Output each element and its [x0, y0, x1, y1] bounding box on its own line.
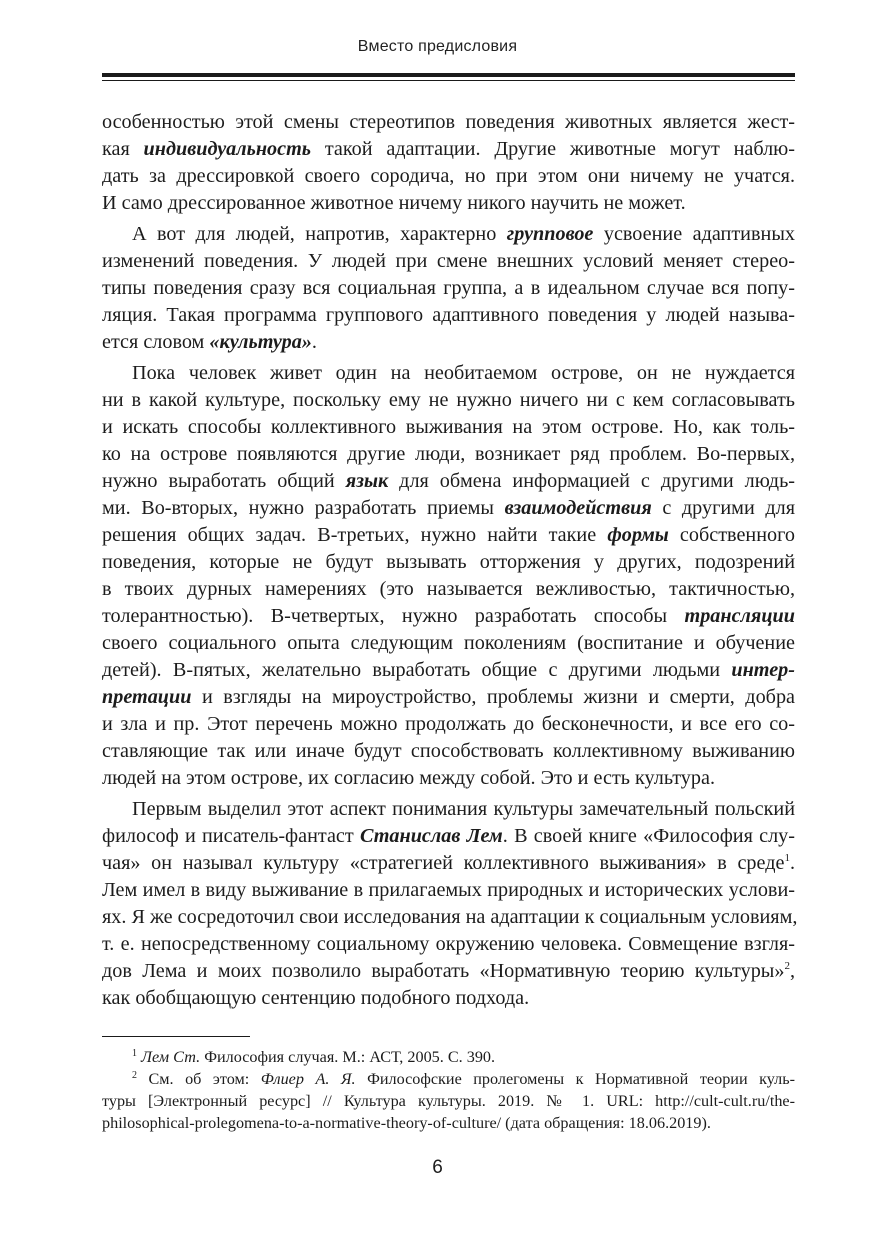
text-line: своего социального опыта следующим поколениям (воспитание и обучение: [102, 632, 795, 654]
page-number: 6: [432, 1157, 443, 1178]
text-line: как обобщающую сентенцию подобного подхода.: [102, 987, 530, 1009]
emphasized-term: индивидуальность: [143, 138, 312, 160]
emphasized-term: формы: [607, 524, 669, 546]
text-line: дов Лема и моих позволило выработать «Нормативную теорию культуры»$^2$,: [102, 960, 795, 982]
footnote-marker: 1: [784, 852, 790, 864]
text-line: ни в какой культуре, поскольку ему не нужно ничего ни с кем согласовывать: [102, 389, 795, 411]
text-line: Лем имел в виду выживание в прилагаемых природных и исторических услови-: [102, 879, 795, 901]
footnote-marker: 2: [132, 1070, 137, 1081]
text-line: А вот для людей, напротив, характерно групповое усвоение адаптивных: [132, 223, 795, 245]
text-line: Первым выделил этот аспект понимания культуры замечательный польский: [132, 798, 795, 820]
running-header: Вместо предисловия: [357, 38, 518, 55]
text-line: и искать способы коллективного выживания на этом острове. Но, как толь-: [102, 416, 795, 438]
text-line: ется словом «культура».: [102, 331, 317, 353]
emphasized-term: трансляции: [684, 605, 795, 627]
footnotes: [102, 1046, 795, 1134]
text-line: ставляющие так или иначе будут способствовать коллективному выживанию: [102, 740, 795, 762]
text-line: изменений поведения. У людей при смене внешних условий меняет стерео-: [102, 250, 795, 272]
author-name: Лем Ст.: [141, 1048, 201, 1066]
header-rule-thick: [102, 73, 795, 77]
body-text: [102, 109, 798, 1016]
text-line: людей на этом острове, их согласию между собой. Это и есть культура.: [102, 767, 716, 789]
text-line: ляция. Такая программа группового адаптивного поведения у людей называ-: [102, 304, 795, 326]
text-line: решения общих задач. В-третьих, нужно найти такие формы собственного: [102, 524, 795, 546]
emphasized-term: взаимодействия: [504, 497, 652, 519]
emphasized-term: интер-: [731, 659, 795, 681]
text-line: ко на острове появляются другие люди, возникает ряд проблем. Во-первых,: [102, 443, 795, 465]
paragraph: [102, 109, 795, 217]
text-line: толерантностью). В-четвертых, нужно разработать способы трансляции: [102, 605, 795, 627]
text-line: поведения, которые не будут вызывать отторжения у других, подозрений: [102, 551, 795, 573]
text-line: философ и писатель-фантаст Станислав Лем. В своей книге «Философия слу-: [102, 825, 795, 847]
text-line: чая» он называл культуру «стратегией коллективного выживания» в среде$^1$.: [102, 852, 795, 874]
paragraph: [102, 360, 795, 792]
footnote-separator: [102, 1036, 250, 1037]
text-line: детей). В-пятых, желательно выработать общие с другими людьми интер-: [102, 659, 795, 681]
text-line: туры [Электронный ресурс] // Культура культуры. 2019. № 1. URL: http://cult-cult.ru/the-: [102, 1092, 795, 1110]
text-line: $^2$ См. об этом: Флиер А. Я. Философские пролегомены к Нормативной теории куль-: [132, 1070, 795, 1088]
text-line: $^1$ Лем Ст. Философия случая. М.: АСТ, 2005. С. 390.: [132, 1048, 496, 1066]
text-line: philosophical-prolegomena-to-a-normative-theory-of-culture/ (дата обращения: 18.06.2019).: [102, 1114, 711, 1132]
text-line: типы поведения сразу вся социальная группа, а в идеальном случае вся попу-: [102, 277, 795, 299]
text-line: т. е. непосредственному социальному окружению человека. Совмещение взгля-: [102, 933, 795, 955]
text-line: в твоих дурных намерениях (это называется вежливостью, тактичностью,: [102, 578, 795, 600]
emphasized-term: «культура»: [209, 331, 312, 353]
text-line: ми. Во-вторых, нужно разработать приемы взаимодействия с другими для: [102, 497, 795, 519]
footnote-marker: 1: [132, 1048, 137, 1059]
emphasized-term: язык: [345, 470, 389, 492]
author-name: Флиер А. Я.: [260, 1070, 356, 1088]
text-line: нужно выработать общий язык для обмена информацией с другими людь-: [102, 470, 795, 492]
paragraph: [102, 221, 795, 356]
emphasized-term: Станислав Лем: [359, 825, 503, 847]
text-line: И само дрессированное животное ничему никого научить не может.: [102, 192, 686, 214]
header-rule-thin: [102, 80, 795, 81]
footnote-marker: 2: [784, 960, 790, 972]
text-line: претации и взгляды на мироустройство, проблемы жизни и смерти, добра: [102, 686, 795, 708]
text-line: ях. Я же сосредоточил свои исследования на адаптации к социальным условиям,: [102, 906, 798, 928]
paragraph: [102, 796, 798, 1012]
emphasized-term: претации: [102, 686, 192, 708]
footnote: [102, 1046, 795, 1068]
text-line: дать за дрессировкой своего сородича, но при этом они ничему не учатся.: [102, 165, 795, 187]
emphasized-term: групповое: [506, 223, 594, 245]
text-line: кая индивидуальность такой адаптации. Другие животные могут наблю-: [102, 138, 795, 160]
text-line: Пока человек живет один на необитаемом острове, он не нуждается: [132, 362, 795, 384]
text-line: особенностью этой смены стереотипов поведения животных является жест-: [102, 111, 795, 133]
footnote: [102, 1068, 795, 1134]
text-line: и зла и пр. Этот перечень можно продолжать до бесконечности, и все его со-: [102, 713, 795, 735]
